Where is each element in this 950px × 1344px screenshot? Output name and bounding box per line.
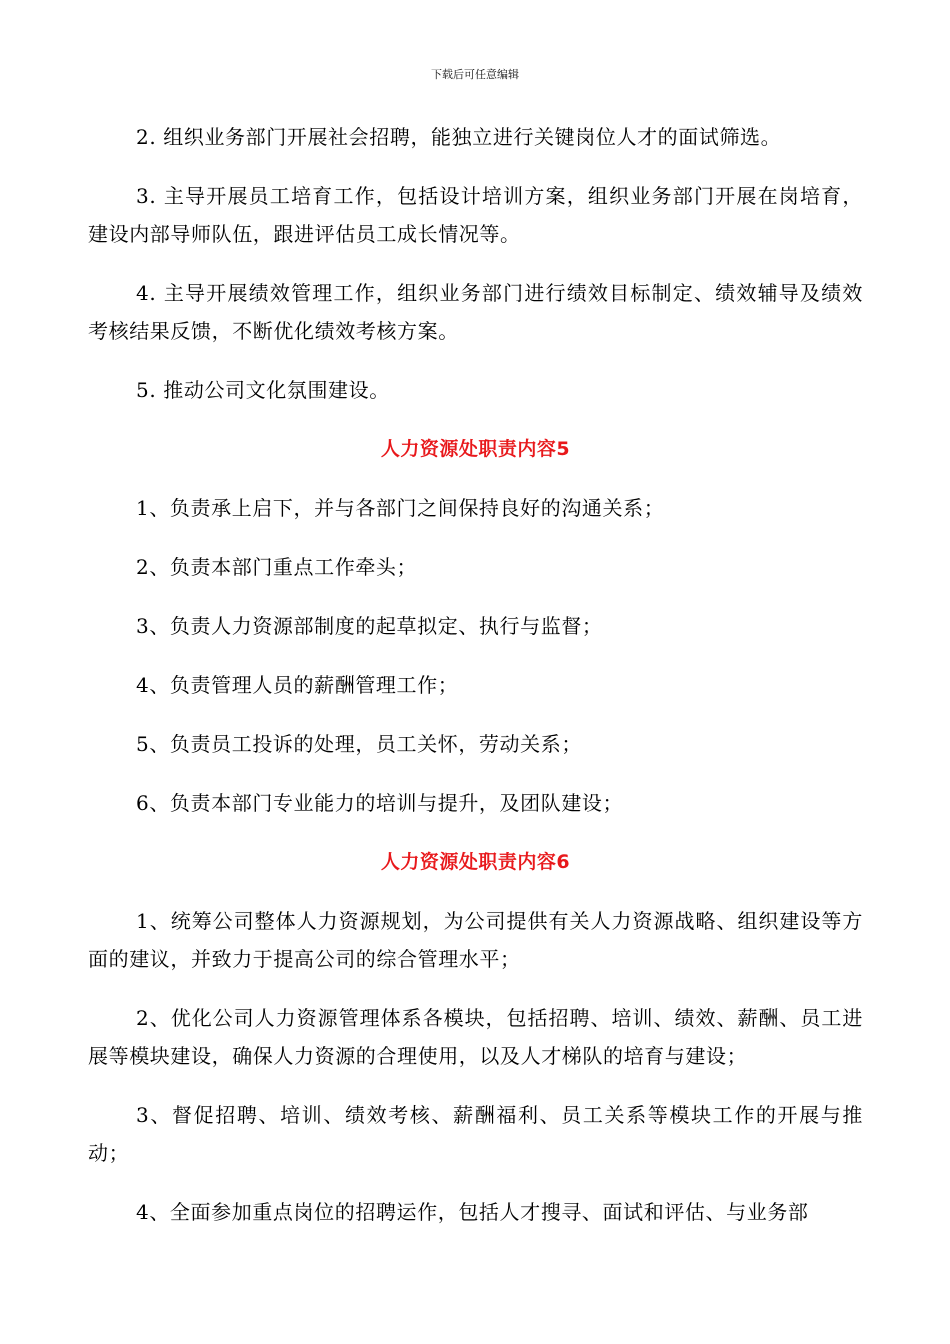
section-heading-6: 人力资源处职责内容6 <box>380 851 571 873</box>
list-item: 1、统筹公司整体人力资源规划，为公司提供有关人力资源战略、组织建设等方面的建议，并致力于提高公司的综合管理水平； <box>88 909 863 971</box>
paragraph: 5. 推动公司文化氛围建设。 <box>136 378 390 402</box>
list-item: 2、优化公司人力资源管理体系各模块，包括招聘、培训、绩效、薪酬、员工进展等模块建设，确保人力资源的合理使用，以及人才梯队的培育与建设； <box>88 1006 863 1068</box>
section-heading-5: 人力资源处职责内容5 <box>380 438 571 460</box>
document-body <box>88 118 863 1252</box>
paragraph: 4. 主导开展绩效管理工作，组织业务部门进行绩效目标制定、绩效辅导及绩效考核结果反馈，不断优化绩效考核方案。 <box>88 281 863 343</box>
list-item: 5、负责员工投诉的处理，员工关怀，劳动关系； <box>136 732 582 756</box>
list-item: 3、督促招聘、培训、绩效考核、薪酬福利、员工关系等模块工作的开展与推动； <box>88 1103 863 1165</box>
list-item: 1、负责承上启下，并与各部门之间保持良好的沟通关系； <box>136 496 665 520</box>
list-item: 3、负责人力资源部制度的起草拟定、执行与监督； <box>136 614 603 638</box>
list-item: 4、全面参加重点岗位的招聘运作，包括人才搜寻、面试和评估、与业务部 <box>136 1200 809 1224</box>
paragraph: 2. 组织业务部门开展社会招聘，能独立进行关键岗位人才的面试筛选。 <box>136 125 782 149</box>
page-header: 下载后可任意编辑 <box>431 68 519 81</box>
list-item: 2、负责本部门重点工作牵头； <box>136 555 418 579</box>
list-item: 6、负责本部门专业能力的培训与提升，及团队建设； <box>136 791 624 815</box>
list-item: 4、负责管理人员的薪酬管理工作； <box>136 673 459 697</box>
paragraph: 3. 主导开展员工培育工作，包括设计培训方案，组织业务部门开展在岗培育，建设内部导师队伍，跟进评估员工成长情况等。 <box>88 184 863 246</box>
